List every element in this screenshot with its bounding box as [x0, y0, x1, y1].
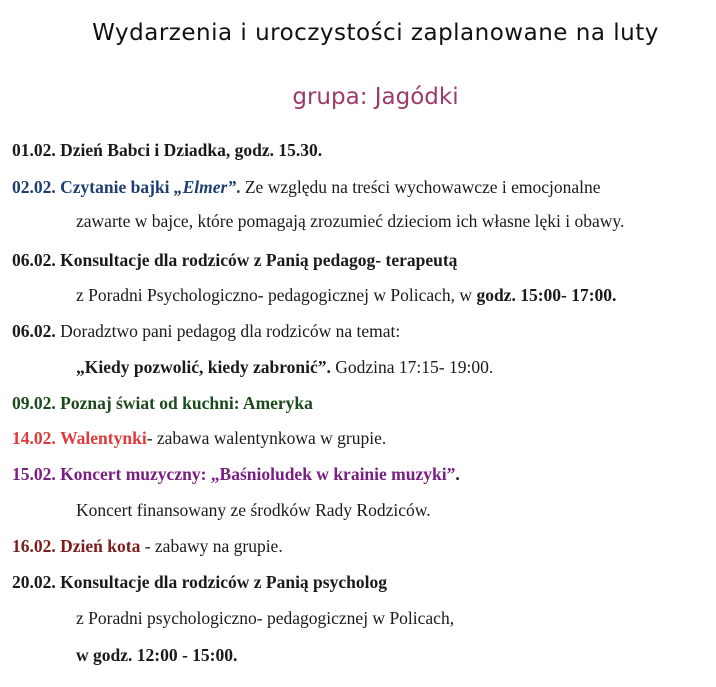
- event-line: [12, 176, 601, 198]
- event-description: Ze względu na treści wychowawcze i emocjonalne: [240, 177, 601, 197]
- event-continuation: [12, 499, 431, 521]
- event-date: 15.02.: [12, 464, 56, 484]
- event-continuation: [12, 210, 624, 232]
- event-time: godz. 15:00- 17:00.: [476, 285, 617, 305]
- event-line: [12, 463, 460, 485]
- event-continuation: [12, 356, 493, 378]
- event-date: 16.02.: [12, 536, 56, 556]
- event-description: Koncert finansowany ze środków Rady Rodziców.: [76, 500, 431, 520]
- event-description: - zabawy na grupie.: [140, 536, 283, 556]
- event-continuation: [12, 644, 237, 666]
- event-line: [12, 320, 400, 342]
- event-date: 01.02.: [12, 140, 56, 160]
- event-time: Godzina 17:15- 19:00.: [330, 357, 494, 377]
- event-topic: „Kiedy pozwolić, kiedy zabronić”.: [76, 357, 331, 377]
- event-title: Konsultacje dla rodziców z Panią pedagog- terapeutą: [60, 250, 458, 270]
- event-line: [12, 427, 386, 449]
- event-description: - zabawa walentynkowa w grupie.: [146, 428, 387, 448]
- event-continuation: [12, 284, 616, 306]
- event-line: [12, 139, 322, 161]
- event-description: zawarte w bajce, które pomagają zrozumieć dzieciom ich własne lęki i obawy.: [76, 211, 625, 231]
- event-title: Poznaj świat od kuchni: Ameryka: [55, 393, 313, 413]
- page-title: Wydarzenia i uroczystości zaplanowane na luty: [92, 20, 659, 46]
- event-date: 14.02.: [12, 428, 56, 448]
- event-title: Koncert muzyczny: „Baśnioludek w krainie muzyki”: [60, 464, 456, 484]
- event-line: [12, 392, 313, 414]
- event-line: [12, 571, 387, 593]
- event-description: Doradztwo pani pedagog dla rodziców na temat:: [55, 321, 401, 341]
- event-date: 20.02.: [12, 572, 56, 592]
- event-date: 09.02.: [12, 393, 56, 413]
- event-date: 02.02.: [12, 177, 56, 197]
- event-title: Konsultacje dla rodziców z Panią psycholog: [60, 572, 387, 592]
- event-description: z Poradni Psychologiczno- pedagogicznej w Policach, w: [76, 285, 477, 305]
- event-description: z Poradni psychologiczno- pedagogicznej w Policach,: [76, 608, 455, 628]
- event-title: Walentynki: [60, 428, 147, 448]
- event-title-end: .: [455, 464, 460, 484]
- event-title-end: .: [236, 177, 241, 197]
- event-title: Dzień kota: [60, 536, 141, 556]
- event-title: Dzień Babci i Dziadka, godz. 15.30.: [60, 140, 323, 160]
- event-title-italic: „Elmer”: [173, 177, 237, 197]
- event-line: [12, 535, 283, 557]
- event-time: w godz. 12:00 - 15:00.: [76, 645, 238, 665]
- event-date: 06.02.: [12, 321, 56, 341]
- event-title: Czytanie bajki: [60, 177, 174, 197]
- event-date: 06.02.: [12, 250, 56, 270]
- event-line: [12, 249, 457, 271]
- event-continuation: [12, 607, 454, 629]
- group-title: grupa: Jagódki: [292, 84, 459, 110]
